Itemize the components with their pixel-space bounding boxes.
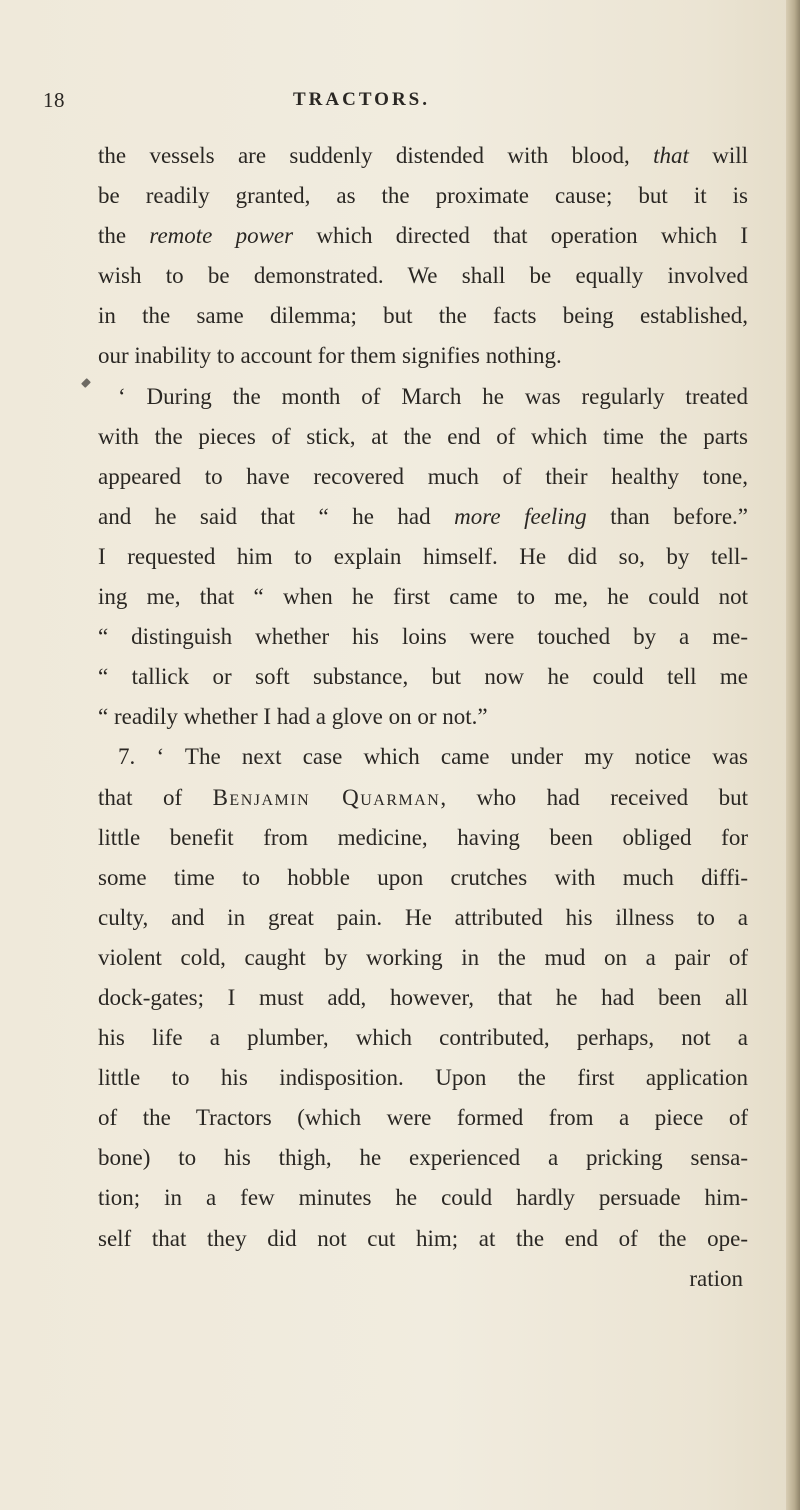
text-line: little benefit from medicine, having been obliged for <box>98 824 748 850</box>
text-line: his life a plumber, which contributed, perhaps, not a <box>98 1025 748 1051</box>
page-header <box>43 88 743 118</box>
page-edge <box>786 0 800 1510</box>
text-line: ing me, that “ when he first came to me, he could not <box>98 584 748 610</box>
text-line: wish to be demonstrated. We shall be equally involved <box>98 263 748 289</box>
text-line: self that they did not cut him; at the end of the ope- <box>98 1225 748 1251</box>
text-line: with the pieces of stick, at the end of which time the parts <box>98 423 748 449</box>
text-line: the remote power which directed that operation which I <box>98 223 748 249</box>
text-line: “ readily whether I had a glove on or not.” <box>98 704 488 730</box>
text-line: “ distinguish whether his loins were touched by a me- <box>98 624 748 650</box>
ink-blot <box>81 378 91 388</box>
text-line: and he said that “ he had more feeling than before.” <box>98 503 748 529</box>
text-line: be readily granted, as the proximate cause; but it is <box>98 183 748 209</box>
text-line: culty, and in great pain. He attributed his illness to a <box>98 904 748 930</box>
text-line: of the Tractors (which were formed from a piece of <box>98 1105 748 1131</box>
text-line: some time to hobble upon crutches with much diffi- <box>98 864 748 890</box>
text-line: in the same dilemma; but the facts being established, <box>98 303 748 329</box>
text-line: appeared to have recovered much of their healthy tone, <box>98 463 748 489</box>
text-line: little to his indisposition. Upon the first application <box>98 1065 748 1091</box>
text-line: our inability to account for them signifies nothing. <box>98 343 562 369</box>
text-line: ‘ During the month of March he was regularly treated <box>118 383 748 409</box>
text-line: tion; in a few minutes he could hardly persuade him- <box>98 1185 748 1211</box>
page-number: 18 <box>43 88 65 112</box>
text-line: violent cold, caught by working in the mud on a pair of <box>98 944 748 970</box>
text-line: “ tallick or soft substance, but now he could tell me <box>98 664 748 690</box>
text-line: that of Benjamin Quarman, who had received but <box>98 784 749 810</box>
text-line: I requested him to explain himself. He did so, by tell- <box>98 543 748 569</box>
person-name: Benjamin Quarman <box>212 784 441 810</box>
body-text <box>98 136 748 1299</box>
catchword: ration <box>689 1265 743 1291</box>
text-line: dock-gates; I must add, however, that he had been all <box>98 984 748 1010</box>
text-line: bone) to his thigh, he experienced a pricking sensa- <box>98 1145 748 1171</box>
running-head: TRACTORS. <box>293 89 430 110</box>
text-line: 7. ‘ The next case which came under my notice was <box>118 744 748 770</box>
text-line: the vessels are suddenly distended with blood, that will <box>98 143 748 168</box>
